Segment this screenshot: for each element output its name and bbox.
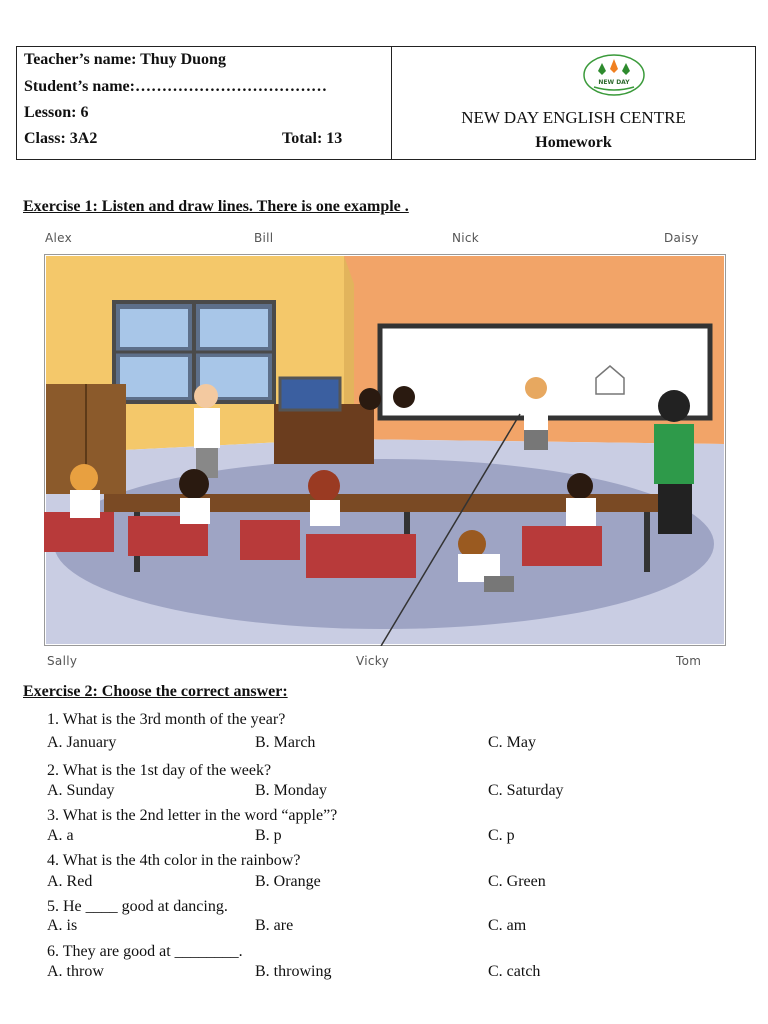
exercise2-title: Exercise 2: Choose the correct answer: [23, 683, 288, 700]
lesson: Lesson: 6 [24, 104, 89, 121]
homework-label: Homework [535, 134, 612, 151]
logo-text: NEW DAY [598, 79, 630, 86]
name-sally: Sally [47, 654, 78, 668]
student-name: Student’s name:……………………………… [24, 78, 327, 95]
q4-option-b: B. Orange [255, 873, 321, 890]
teacher-name: Teacher’s name: Thuy Duong [24, 51, 226, 68]
girl-at-board [524, 377, 548, 450]
q1-option-c: C. May [488, 734, 536, 751]
boy-standing [194, 384, 220, 478]
chair-3 [240, 520, 300, 560]
q5-option-c: C. am [488, 917, 527, 934]
name-nick: Nick [452, 231, 480, 245]
name-bill: Bill [254, 231, 274, 245]
name-tom: Tom [676, 654, 702, 668]
q6-option-c: C. catch [488, 963, 541, 980]
new-day-logo [582, 53, 646, 97]
q3-option-c: C. p [488, 827, 515, 844]
name-alex: Alex [45, 231, 73, 245]
q5-option-b: B. are [255, 917, 294, 934]
q6-option-b: B. throwing [255, 963, 332, 980]
teacher [654, 390, 694, 534]
question-4: 4. What is the 4th color in the rainbow? [47, 852, 301, 869]
q4-option-c: C. Green [488, 873, 546, 890]
question-1: 1. What is the 3rd month of the year? [47, 711, 286, 728]
header-centre [392, 47, 755, 159]
chair-4 [306, 534, 416, 578]
header-info [17, 47, 392, 159]
question-5: 5. He ____ good at dancing. [47, 898, 228, 915]
header-box [16, 46, 756, 160]
computer [280, 378, 340, 410]
q1-option-a: A. January [47, 734, 117, 751]
q2-option-b: B. Monday [255, 782, 327, 799]
class: Class: 3A2 [24, 130, 98, 147]
q3-option-b: B. p [255, 827, 282, 844]
total: Total: 13 [282, 130, 343, 147]
q1-option-b: B. March [255, 734, 316, 751]
q5-option-a: A. is [47, 917, 78, 934]
q2-option-c: C. Saturday [488, 782, 564, 799]
exercise1-title: Exercise 1: Listen and draw lines. There is one example . [23, 198, 409, 215]
name-daisy: Daisy [664, 231, 699, 245]
question-2: 2. What is the 1st day of the week? [47, 762, 272, 779]
centre-name: NEW DAY ENGLISH CENTRE [461, 108, 686, 127]
question-6: 6. They are good at ________. [47, 943, 243, 960]
chair-5 [522, 526, 602, 566]
computer-desk [274, 404, 374, 464]
q2-option-a: A. Sunday [47, 782, 115, 799]
classroom-illustration [44, 254, 726, 646]
question-3: 3. What is the 2nd letter in the word “apple”? [47, 807, 338, 824]
name-vicky: Vicky [356, 654, 389, 668]
q4-option-a: A. Red [47, 873, 93, 890]
q6-option-a: A. throw [47, 963, 104, 980]
q3-option-a: A. a [47, 827, 74, 844]
